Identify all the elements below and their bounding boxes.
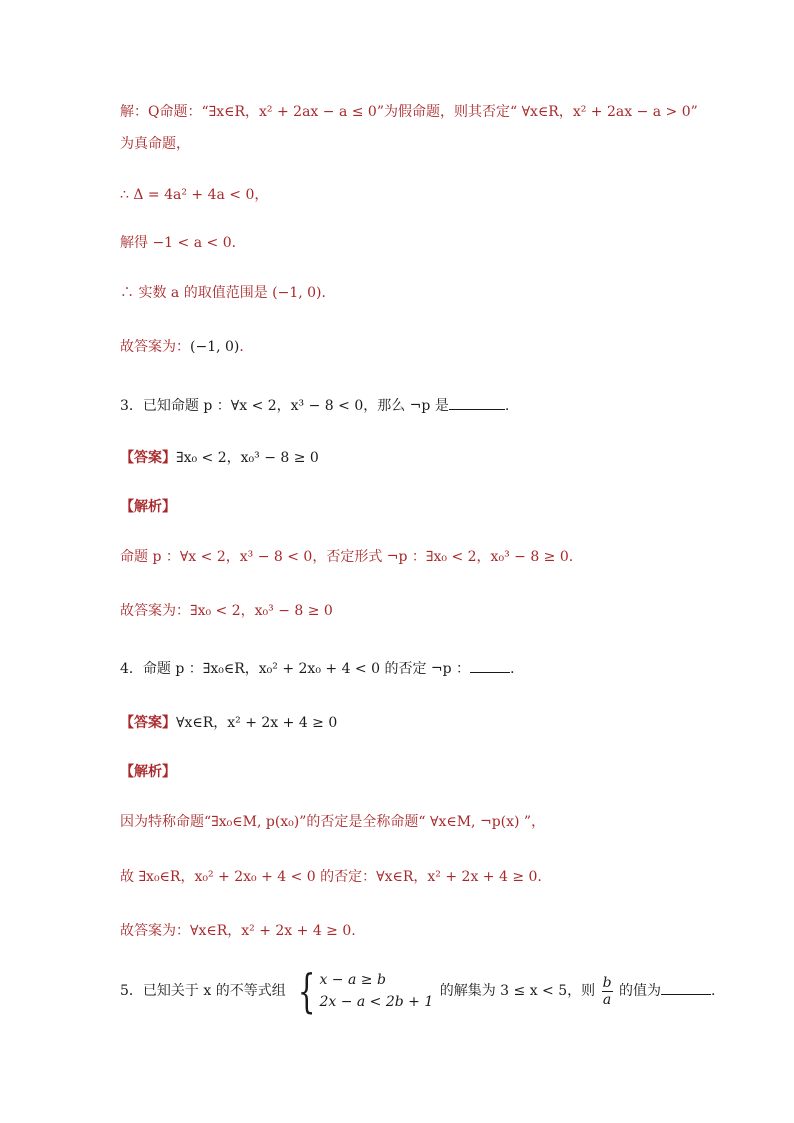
- answer-tag: 【答案】: [120, 715, 176, 731]
- solution-line-6: [120, 338, 253, 356]
- solution-line-6-suffix: ．: [239, 339, 254, 355]
- inequality-rows: [319, 969, 433, 1013]
- q4-analysis-tag: 【解析】: [120, 764, 176, 780]
- answer-tag: 【答案】: [120, 450, 176, 466]
- question-4-end: ．: [510, 661, 525, 677]
- solution-line-6-value: (−1, 0): [190, 339, 240, 355]
- answer-blank: [449, 395, 505, 410]
- question-3: [120, 395, 509, 415]
- solution-line-1: 解：Q命题：“∃x∈R，x² + 2ax − a ≤ 0”为假命题，则其否定“ ∀x∈R，x² + 2ax − a > 0”: [120, 104, 698, 120]
- question-5: [120, 966, 715, 1016]
- solution-line-3: ∴ Δ = 4a² + 4a < 0，: [120, 187, 269, 203]
- inequality-row-2: 2x − a < 2b + 1: [319, 994, 434, 1010]
- q4-result: 故答案为：∀x∈R，x² + 2x + 4 ≥ 0.: [120, 923, 356, 939]
- q3-analysis: 命题 p ：∀x < 2，x³ − 8 < 0，否定形式 ¬p ：∃x₀ < 2，x₀³ − 8 ≥ 0.: [120, 549, 574, 565]
- fraction-denominator: a: [602, 991, 612, 1008]
- solution-line-5: ∴ 实数 a 的取值范围是 (−1, 0)．: [120, 285, 336, 301]
- question-4-text: 4．命题 p ：∃x₀∈R，x₀² + 2x₀ + 4 < 0 的否定 ¬p ：: [120, 661, 471, 677]
- q4-step: 故 ∃x₀∈R，x₀² + 2x₀ + 4 < 0 的否定：∀x∈R，x² + 2x + 4 ≥ 0.: [120, 869, 542, 885]
- solution-line-6-prefix: 故答案为：: [120, 339, 190, 355]
- question-3-end: .: [504, 398, 510, 414]
- question-4: [120, 658, 524, 678]
- q4-answer-text: ∀x∈R，x² + 2x + 4 ≥ 0: [176, 715, 338, 731]
- q3-answer: [120, 449, 319, 467]
- q3-result: 故答案为：∃x₀ < 2，x₀³ − 8 ≥ 0: [120, 603, 333, 619]
- inequality-system: [292, 964, 434, 1018]
- inequality-row-1: x − a ≥ b: [319, 972, 386, 988]
- q3-analysis-tag: 【解析】: [120, 499, 176, 515]
- left-brace-icon: {: [298, 964, 316, 1018]
- question-5-suffix: 的值为: [619, 983, 662, 999]
- answer-blank: [661, 980, 711, 995]
- question-3-text: 3．已知命题 p ：∀x < 2，x³ − 8 < 0，那么 ¬p 是: [120, 398, 449, 414]
- q4-answer: [120, 714, 337, 732]
- answer-blank: [470, 658, 510, 673]
- fraction-numerator: b: [602, 974, 612, 991]
- solution-line-2: 为真命题，: [120, 136, 190, 152]
- solution-line-4: 解得 −1 < a < 0．: [120, 235, 246, 251]
- question-5-end: .: [711, 983, 716, 999]
- q3-answer-text: ∃x₀ < 2，x₀³ − 8 ≥ 0: [176, 450, 319, 466]
- fraction-b-over-a: [602, 975, 613, 1008]
- question-5-prefix: 5．已知关于 x 的不等式组: [120, 983, 286, 999]
- q4-analysis: 因为特称命题“∃x₀∈M, p(x₀)”的否定是全称命题“ ∀x∈M, ¬p(x) ”，: [120, 814, 546, 830]
- question-5-middle: 的解集为 3 ≤ x < 5，则: [439, 983, 596, 999]
